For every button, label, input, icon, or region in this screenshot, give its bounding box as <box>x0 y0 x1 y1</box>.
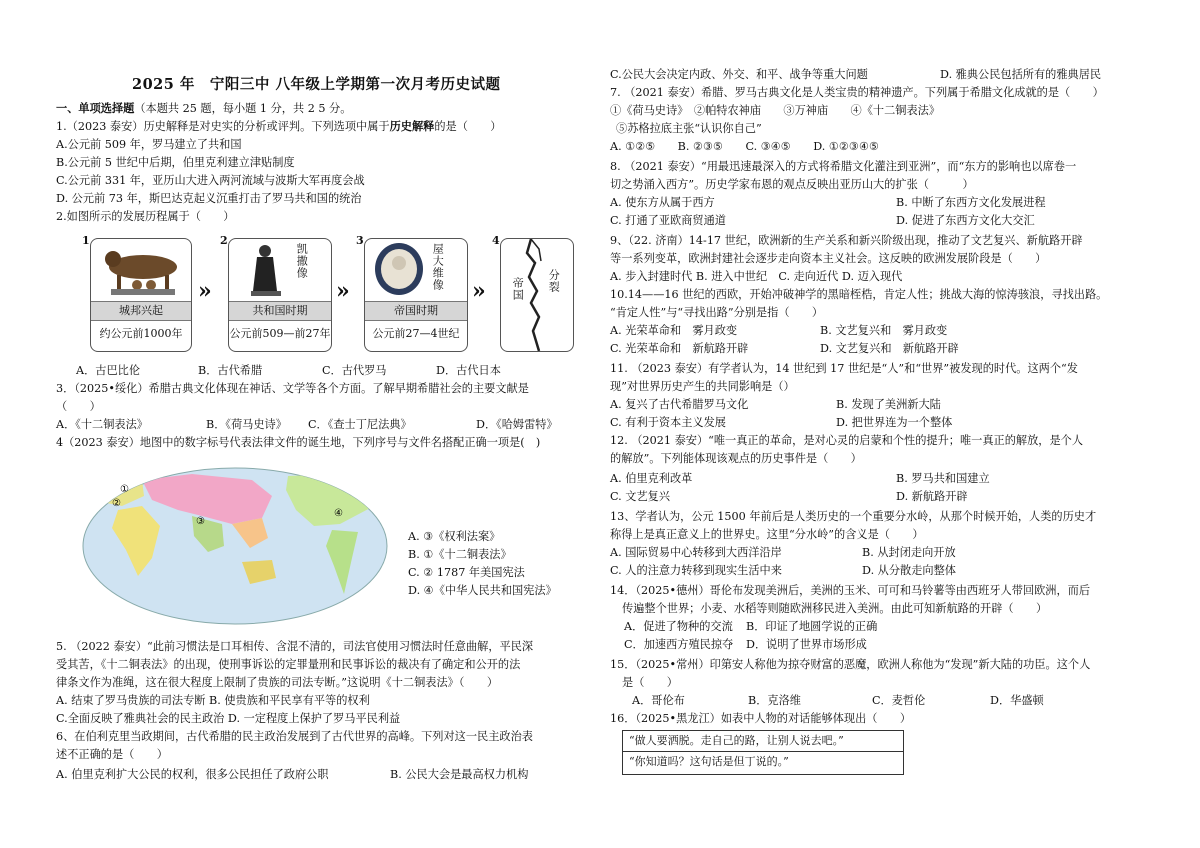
quote-row-2: “你知道吗？这句话是但丁说的。” <box>622 751 904 775</box>
question-2-stem: 2.如图所示的发展历程属于（ ） <box>56 210 235 223</box>
caesar-statue-image <box>237 241 297 299</box>
stage-3-number: 3 <box>356 234 364 247</box>
q10-option-a[interactable]: A. 光荣革命和 雾月政变 <box>610 324 738 337</box>
question-3-stem: 3．（2025•绥化）希腊古典文化体现在神话、文学等各个方面。了解早期希腊社会的主要文献是 <box>56 382 529 395</box>
q13-option-d[interactable]: D. 从分散走向整体 <box>862 564 956 577</box>
stage-4-right-text: 分裂 <box>547 269 561 293</box>
q15-option-b[interactable]: B．克洛维 <box>748 694 801 707</box>
stage-1-number: 1 <box>82 234 90 247</box>
stage-2-label: 共和国时期 <box>229 301 331 321</box>
q12-option-d[interactable]: D. 新航路开辟 <box>896 490 968 503</box>
q11-option-d[interactable]: D. 把世界连为一个整体 <box>836 416 953 429</box>
q11-option-a[interactable]: A. 复兴了古代希腊罗马文化 <box>610 398 749 411</box>
q14-option-d[interactable]: D．说明了世界市场形成 <box>746 638 867 651</box>
q4-option-a[interactable]: A. ③《权利法案》 <box>408 530 501 543</box>
question-15-line-2: 是（ ） <box>622 676 678 689</box>
arrow-icon: » <box>336 278 350 304</box>
timeline-figure <box>80 232 580 356</box>
q5-options-ab[interactable]: A. 结束了罗马贵族的司法专断 B. 使贵族和平民享有平等的权利 <box>56 694 370 707</box>
quote-row-1: “做人要洒脱。走自己的路，让别人说去吧。” <box>622 730 904 752</box>
section-heading-label: 一、单项选择题 <box>56 101 135 115</box>
q7-items: ①《荷马史诗》 ②帕特农神庙 ③万神庙 ④《十二铜表法》 <box>610 104 941 117</box>
q5-options-cd[interactable]: C.全面反映了雅典社会的民主政治 D. 一定程度上保护了罗马平民利益 <box>56 712 401 725</box>
arrow-icon: » <box>472 278 486 304</box>
q6-option-d[interactable]: D. 雅典公民包括所有的雅典居民 <box>940 68 1102 81</box>
stage-3-label: 帝国时期 <box>365 301 467 321</box>
question-8-line-2: 切之势涌入西方”。历史学家布恩的观点反映出亚历山大的扩张（ ） <box>610 178 974 191</box>
stage-3-box <box>364 238 468 352</box>
q3-option-d[interactable]: D．《哈姆雷特》 <box>476 418 558 431</box>
stage-4-box <box>500 238 574 352</box>
page-title: 2025 年 宁阳三中 八年级上学期第一次月考历史试题 <box>132 76 501 93</box>
question-12-line-2: 的解放”。下列能体现该观点的历史事件是（ ） <box>610 452 862 465</box>
q2-option-c[interactable]: C．古代罗马 <box>322 364 387 377</box>
question-11-line-1: 11. （2023 泰安）有学者认为，14 世纪到 17 世纪是“人”和“世界”被发现的时代。这两个“发 <box>610 362 1078 375</box>
q2-option-d[interactable]: D．古代日本 <box>436 364 501 377</box>
question-11-line-2: 现”对世界历史产生的共同影响是（） <box>610 380 795 393</box>
map-marker-1: ① <box>120 484 129 495</box>
q3-paren: （ ） <box>56 400 101 413</box>
q10-option-d[interactable]: D. 文艺复兴和 新航路开辟 <box>820 342 959 355</box>
stage-1-label: 城邦兴起 <box>91 301 191 321</box>
q10-option-b[interactable]: B. 文艺复兴和 雾月政变 <box>820 324 948 337</box>
question-5-line-1: 5. （2022 泰安）“此前习惯法是口耳相传、含混不清的，司法官使用习惯法时任意曲解，平民深 <box>56 640 534 653</box>
section-note: （本题共 25 题，每小题 1 分，共 2 5 分。 <box>134 102 352 115</box>
q15-option-c[interactable]: C．麦哲伦 <box>872 694 926 707</box>
q6-option-b[interactable]: B. 公民大会是最高权力机构 <box>390 768 529 781</box>
q13-option-b[interactable]: B. 从封闭走向开放 <box>862 546 956 559</box>
question-13-line-1: 13、学者认为，公元 1500 年前后是人类历史的一个重要分水岭，从那个时候开始，人类的历史才 <box>610 510 1097 523</box>
she-wolf-statue-image <box>91 241 191 299</box>
stage-1-date: 约公元前1000年 <box>99 327 183 340</box>
q12-option-c[interactable]: C. 文艺复兴 <box>610 490 671 503</box>
arrow-icon: » <box>198 278 212 304</box>
question-10-line-1: 10.14——16 世纪的西欧，开始冲破神学的黑暗桎梏，肯定人性；挑战大海的惊涛骇浪，寻找出路。 <box>610 288 1108 301</box>
q15-option-d[interactable]: D．华盛顿 <box>990 694 1044 707</box>
q14-option-a[interactable]: A．促进了物种的交流 <box>624 620 733 633</box>
q12-option-b[interactable]: B. 罗马共和国建立 <box>896 472 990 485</box>
question-6-line-1: 6、在伯利克里当政期间，古代希腊的民主政治发展到了古代世界的高峰。下列对这一民主政治表 <box>56 730 533 743</box>
section-heading <box>56 102 351 115</box>
q8-option-a[interactable]: A. 使东方从属于西方 <box>610 196 715 209</box>
stage-3-date: 公元前27—4世纪 <box>372 327 460 340</box>
question-14-line-2: 传遍整个世界；小麦、水稻等则随欧洲移民进入美洲。由此可知新航路的开辟（ ） <box>622 602 1048 615</box>
q1-option-a[interactable]: A.公元前 509 年，罗马建立了共和国 <box>56 138 242 151</box>
stage-2-date: 公元前509—前27年 <box>229 327 331 340</box>
q11-option-c[interactable]: C. 有利于资本主义发展 <box>610 416 726 429</box>
q7-item-5: ⑤苏格拉底主张“认识你自己” <box>616 122 762 135</box>
q12-option-a[interactable]: A. 伯里克利改革 <box>610 472 693 485</box>
question-7-stem: 7. （2021 泰安）希腊、罗马古典文化是人类宝贵的精神遗产。下列属于希腊文化成就的是（ ） <box>610 86 1104 99</box>
q2-option-b[interactable]: B．古代希腊 <box>198 364 263 377</box>
map-marker-2: ② <box>112 498 121 509</box>
question-9-line-2: 等一系列变革，欧洲封建社会逐步走向资本主义社会。这反映的欧洲发展阶段是（ ） <box>610 252 1047 265</box>
q8-option-d[interactable]: D. 促进了东西方文化大交汇 <box>896 214 1035 227</box>
q6-option-a[interactable]: A. 伯里克利扩大公民的权利，很多公民担任了政府公职 <box>56 768 329 781</box>
question-4-stem: 4（2023 泰安）地图中的数字标号代表法律文件的诞生地，下列序号与文件名搭配正确一项是( ) <box>56 436 541 449</box>
stage-2-caption: 凯撒像 <box>295 243 309 279</box>
stage-2-number: 2 <box>220 234 228 247</box>
q4-option-c[interactable]: C. ② 1787 年美国宪法 <box>408 566 525 579</box>
question-5-line-2: 受其苦，《十二铜表法》的出现，使刑事诉讼的定罪量刑和民事诉讼的裁决有了确定和公开的法 <box>56 658 521 671</box>
q1-emphasis: 历史解释 <box>389 119 435 133</box>
q9-options[interactable]: A. 步入封建时代 B. 进入中世纪 C. 走向近代 D. 迈入现代 <box>610 270 903 283</box>
question-1-stem <box>56 120 501 133</box>
stage-4-number: 4 <box>492 234 500 247</box>
q1-option-b[interactable]: B.公元前 5 世纪中后期，伯里克利建立津贴制度 <box>56 156 295 169</box>
q1-stem-end: 的是（ ） <box>434 120 502 133</box>
stage-1-box <box>90 238 192 352</box>
q3-option-c[interactable]: C．《查士丁尼法典》 <box>308 418 412 431</box>
question-12-line-1: 12. （2021 泰安）“唯一真正的革命，是对心灵的启蒙和个性的提升；唯一真正的解放，是个人 <box>610 434 1084 447</box>
q13-option-a[interactable]: A. 国际贸易中心转移到大西洋沿岸 <box>610 546 782 559</box>
stage-3-caption: 屋大维像 <box>431 243 445 291</box>
q13-option-c[interactable]: C. 人的注意力转移到现实生活中来 <box>610 564 782 577</box>
q3-option-a[interactable]: A．《十二铜表法》 <box>56 418 148 431</box>
augustus-cameo-image <box>369 241 431 299</box>
question-15-line-1: 15．（2025•常州）印第安人称他为掠夺财富的恶魔，欧洲人称他为“发现”新大陆的功臣。这个人 <box>610 658 1091 671</box>
question-5-line-3: 律条文作为准绳，这在很大程度上限制了贵族的司法专断。”这说明《十二铜表法》（ ） <box>56 676 499 689</box>
q7-options[interactable]: A. ①②⑤ B. ②③⑤ C. ③④⑤ D. ①②③④⑤ <box>610 140 880 153</box>
q11-option-b[interactable]: B. 发现了美洲新大陆 <box>836 398 941 411</box>
question-8-line-1: 8. （2021 泰安）“用最迅速最深入的方式将希腊文化灌注到亚洲”，而“东方的影响也以席卷一 <box>610 160 1077 173</box>
stage-4-left-text: 帝国 <box>511 277 525 301</box>
question-14-line-1: 14．（2025•德州）哥伦布发现美洲后，美洲的玉米、可可和马铃薯等由西班牙人带回欧洲，而后 <box>610 584 1091 597</box>
q10-option-c[interactable]: C. 光荣革命和 新航路开辟 <box>610 342 749 355</box>
q1-option-d[interactable]: D. 公元前 73 年，斯巴达克起义沉重打击了罗马共和国的统治 <box>56 192 362 205</box>
q4-option-b[interactable]: B. ①《十二铜表法》 <box>408 548 512 561</box>
world-map-image <box>82 466 388 626</box>
q2-option-a[interactable]: A．古巴比伦 <box>76 364 141 377</box>
stage-2-box <box>228 238 332 352</box>
map-marker-3: ③ <box>196 516 205 527</box>
q1-option-c[interactable]: C.公元前 331 年，亚历山大进入两河流域与波斯大军再度会战 <box>56 174 365 187</box>
q3-option-b[interactable]: B．《荷马史诗》 <box>206 418 287 431</box>
q8-option-b[interactable]: B. 中断了东西方文化发展进程 <box>896 196 1046 209</box>
question-13-line-2: 称得上是真正意义上的世界史。这里“分水岭”的含义是（ ） <box>610 528 924 541</box>
q4-option-d[interactable]: D. ④《中华人民共和国宪法》 <box>408 584 557 597</box>
q8-option-c[interactable]: C. 打通了亚欧商贸通道 <box>610 214 726 227</box>
q6-option-c[interactable]: C.公民大会决定内政、外交、和平、战争等重大问题 <box>610 68 868 81</box>
q14-option-b[interactable]: B．印证了地圆学说的正确 <box>746 620 878 633</box>
q14-option-c[interactable]: C．加速西方殖民掠夺 <box>624 638 734 651</box>
map-marker-4: ④ <box>334 508 343 519</box>
question-16-stem: 16．（2025•黑龙江）如表中人物的对话能够体现出（ ） <box>610 712 912 725</box>
question-6-line-2: 述不正确的是（ ） <box>56 748 168 761</box>
question-10-line-2: “肯定人性”与“寻找出路”分别是指（ ） <box>610 306 824 319</box>
q15-option-a[interactable]: A．哥伦布 <box>632 694 685 707</box>
question-9-line-1: 9、（22. 济南）14-17 世纪，欧洲新的生产关系和新兴阶级出现，推动了文艺复兴、新航路开辟 <box>610 234 1083 247</box>
q1-stem-part: 1.（2023 泰安）历史解释是对史实的分析或评判。下列选项中属于 <box>56 120 390 133</box>
